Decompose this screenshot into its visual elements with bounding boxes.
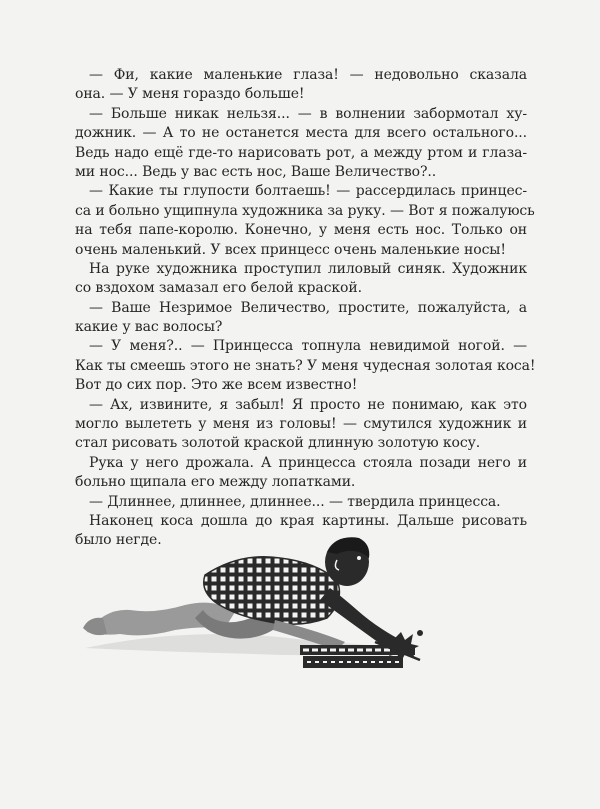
text-line: Рука у него дрожала. А принцесса стояла позади него и bbox=[89, 454, 527, 471]
artist-drawing bbox=[75, 530, 535, 690]
text-line: стал рисовать золотой краской длинную золотую косу. bbox=[75, 435, 481, 452]
text-line: — Ваше Незримое Величество, простите, пожалуйста, а bbox=[89, 299, 527, 316]
text-line: — У меня?.. — Принцесса топнула невидимой ногой. — bbox=[89, 338, 527, 355]
text-line: со вздохом замазал его белой краской. bbox=[75, 280, 362, 297]
text-line: Вот до сих пор. Это же всем известно! bbox=[75, 377, 358, 394]
text-line: очень маленький. У всех принцесс очень маленькие носы! bbox=[75, 241, 506, 258]
text-line: ми нос... Ведь у вас есть нос, Ваше Величество?.. bbox=[75, 163, 437, 180]
text-line: — Какие ты глупости болтаешь! — рассердилась принцес- bbox=[89, 183, 527, 200]
text-line: дожник. — А то не останется места для всего остального... bbox=[75, 125, 527, 142]
text-line: какие у вас волосы? bbox=[75, 319, 223, 336]
eye bbox=[357, 556, 361, 560]
text-line: Наконец коса дошла до края картины. Дальше рисовать bbox=[89, 512, 527, 529]
text-line: могло вылететь у меня из головы! — смутился художник и bbox=[75, 416, 527, 433]
text-line: — Длиннее, длиннее, длиннее... — твердила принцесса. bbox=[89, 493, 501, 510]
text-line: она. — У меня гораздо больше! bbox=[75, 86, 305, 103]
text-line: на тебя папе-королю. Конечно, у меня есть нос. Только он bbox=[75, 222, 527, 239]
text-line: Ведь надо ещё где-то нарисовать рот, а между ртом и глаза- bbox=[75, 144, 527, 161]
text-line: — Больше никак нельзя... — в волнении забормотал ху- bbox=[89, 105, 527, 122]
text-line: больно щипала его между лопатками. bbox=[75, 474, 356, 491]
paint-drop bbox=[417, 630, 423, 636]
text-line: Как ты смеешь этого не знать? У меня чудесная золотая коса! bbox=[75, 357, 536, 374]
page-text bbox=[75, 66, 536, 551]
text-line: было негде. bbox=[75, 532, 162, 549]
text-line: — Ах, извините, я забыл! Я просто не понимаю, как это bbox=[89, 396, 527, 413]
text-line: — Фи, какие маленькие глаза! — недовольно сказала bbox=[89, 67, 527, 83]
illustration-artist-crawling bbox=[75, 530, 535, 690]
text-line: На руке художника проступил лиловый синяк. Художник bbox=[89, 260, 527, 277]
foot bbox=[83, 618, 107, 635]
text-line: са и больно ущипнула художника за руку. — Вот я пожалуюсь bbox=[75, 202, 535, 219]
